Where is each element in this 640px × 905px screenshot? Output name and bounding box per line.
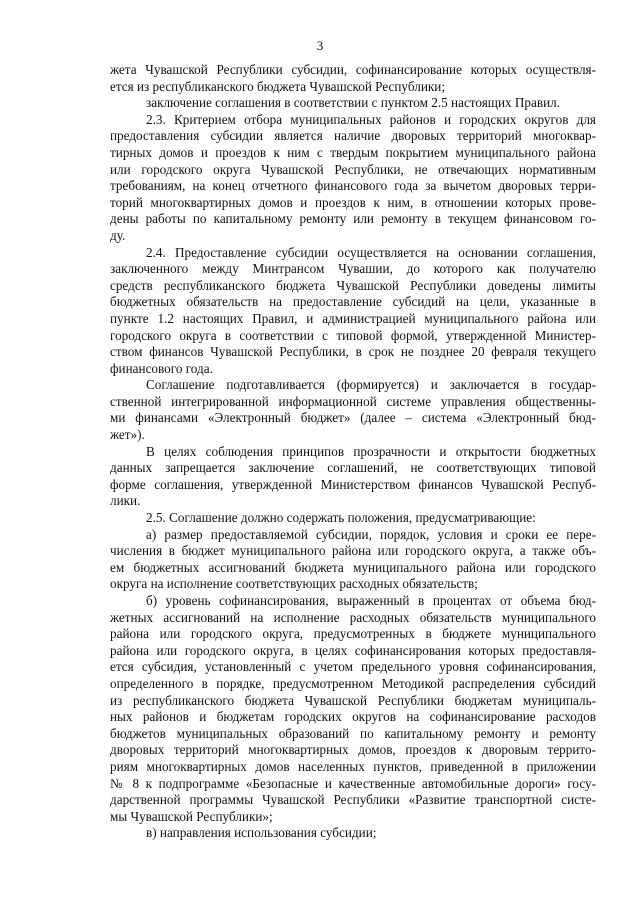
text-line: ду. [110,227,126,243]
paragraph [110,593,596,825]
text-line: б) уровень софинансирования, выраженный в процентах от объема бюд- [146,593,596,608]
text-line: ством финансов Чувашской Республики, в срок не позднее 20 февраля текущего [110,344,596,360]
document-body [110,62,596,842]
text-line: требованиям, на конец отчетного финансового года за вычетом дворовых терри- [110,178,596,194]
text-line: средств республиканского бюджета Чувашской Республики доведены лимиты [110,277,596,293]
text-line: тирных домов и проездов к ним с твердым покрытием муниципального района [110,144,596,160]
text-line: ется субсидия, установленный с учетом предельного уровня софинансирования, [110,659,596,675]
text-line: ется из республиканского бюджета Чувашской Республики; [110,78,446,94]
text-line: мы Чувашской Республики»; [110,808,273,824]
text-line: предоставления субсидии является наличие дворовых территорий многоквар- [110,128,596,144]
text-line: бюджетов муниципальных образований по капитальному ремонту и ремонту [110,725,596,741]
text-line: ных районов и бюджетам городских округов на софинансирование расходов [110,709,596,725]
paragraph [110,377,596,443]
text-line: городского округа в соответствии с типовой формой, утвержденной Министер- [110,327,596,343]
paragraph [110,95,596,112]
text-line: дарственной программы Чувашской Республики «Развитие транспортной систе- [110,792,596,808]
text-line: бюджетных обязательств на предоставление субсидий на цели, указанные в [110,294,596,310]
text-line: ем бюджетных ассигнований бюджета муниципального района или городского [110,559,596,575]
paragraph [110,245,596,378]
text-line: района или городского округа, предусмотренных в бюджете муниципального [110,626,596,642]
text-line: района или городского округа, в целях софинансирования которых предоставля- [110,642,596,658]
text-line: в) направления использования субсидии; [146,825,377,841]
text-line: форме соглашения, утвержденной Министерством финансов Чувашской Респуб- [110,476,596,492]
text-line: округа на исполнение соответствующих расходных обязательств; [110,576,478,592]
text-line: ми финансами «Электронный бюджет» (далее – система «Электронный бюд- [110,410,596,426]
paragraph [110,112,596,245]
paragraph [110,510,596,527]
text-line: В целях соблюдения принципов прозрачности и открытости бюджетных [146,443,596,459]
text-line: лики. [110,493,141,509]
text-line: жет»). [110,427,145,443]
text-line: из республиканского бюджета Чувашской Республики бюджетам муниципаль- [110,692,596,708]
text-line: определенного в порядке, предусмотренном Методикой распределения субсидий [110,675,596,691]
text-line: дены работы по капитальному ремонту или ремонту в текущем финансовом го- [110,211,596,227]
text-line: 2.4. Предоставление субсидии осуществляется на основании соглашения, [146,244,596,260]
text-line: заключение соглашения в соответствии с пунктом 2.5 настоящих Правил. [146,95,561,111]
text-line: ственной интегрированной информационной системе управления общественны- [110,393,596,409]
text-line: № 8 к подпрограмме «Безопасные и качественные автомобильные дороги» госу- [110,775,596,791]
text-line: Соглашение подготавливается (формируется) и заключается в государ- [146,377,596,393]
paragraph [110,825,596,842]
text-line: 2.5. Соглашение должно содержать положения, предусматривающие: [146,510,536,526]
text-line: 2.3. Критерием отбора муниципальных районов и городских округов для [146,111,596,127]
paragraph [110,444,596,510]
text-line: риям многоквартирных домов населенных пунктов, приведенной в приложении [110,758,596,774]
text-line: числения в бюджет муниципального района или городского округа, а также объ- [110,543,596,559]
page-number: 3 [316,38,324,53]
text-line: жетных ассигнований на исполнение расходных обязательств муниципального [110,609,596,625]
text-line: пункте 1.2 настоящих Правил, и администрацией муниципального района или [110,310,596,326]
text-line: финансового года. [110,360,213,376]
paragraph [110,62,596,95]
text-line: торий многоквартирных домов и проездов к ним, в отношении которых прове- [110,194,596,210]
text-line: дворовых территорий многоквартирных домов, проездов к дворовым террито- [110,742,596,758]
text-line: данных запрещается заключение соглашений, не соответствующих типовой [110,460,596,476]
text-line: заключенного между Минтрансом Чувашии, до которого как получателю [110,261,596,277]
paragraph [110,527,596,593]
text-line: жета Чувашской Республики субсидии, софинансирование которых осуществля- [110,62,596,77]
text-line: или городского округа Чувашской Республики, не отвечающих нормативным [110,161,596,177]
text-line: а) размер предоставляемой субсидии, порядок, условия и сроки ее пере- [146,526,596,542]
